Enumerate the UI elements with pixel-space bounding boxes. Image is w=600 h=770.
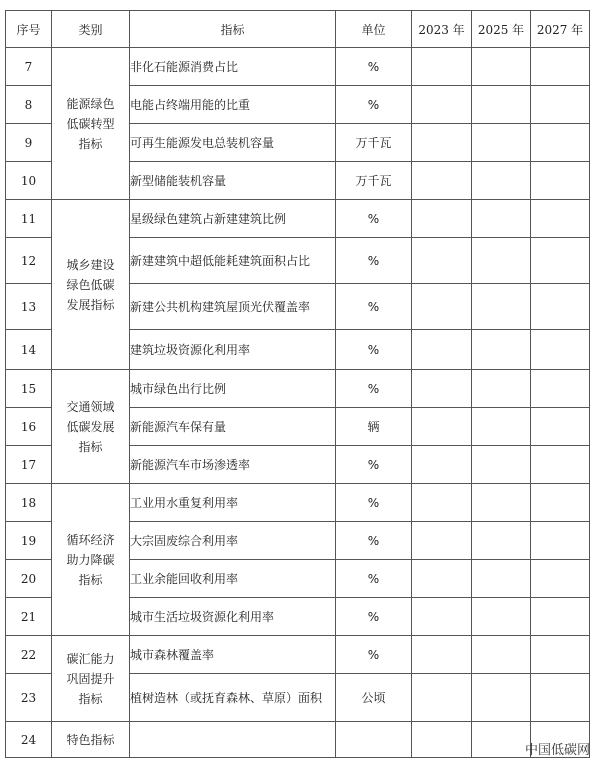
table-row bbox=[6, 722, 590, 758]
value-2023 bbox=[412, 598, 472, 636]
indicator-cell: 星级绿色建筑占新建建筑比例 bbox=[130, 200, 336, 238]
indicator-cell: 植树造林（或抚育森林、草原）面积 bbox=[130, 674, 336, 722]
value-2023 bbox=[412, 722, 472, 758]
indicator-cell: 工业用水重复利用率 bbox=[130, 484, 336, 522]
row-number: 23 bbox=[6, 674, 52, 722]
category-label: 城乡建设绿色低碳发展指标 bbox=[66, 257, 115, 312]
value-2023 bbox=[412, 162, 472, 200]
unit-cell: 万千瓦 bbox=[336, 162, 412, 200]
value-2023 bbox=[412, 284, 472, 330]
category-label: 碳汇能力巩固提升指标 bbox=[66, 651, 115, 706]
unit-cell: 万千瓦 bbox=[336, 124, 412, 162]
unit-cell: % bbox=[336, 484, 412, 522]
value-2023 bbox=[412, 484, 472, 522]
unit-cell: % bbox=[336, 200, 412, 238]
value-2027 bbox=[531, 330, 590, 370]
value-2025 bbox=[472, 330, 531, 370]
value-2025 bbox=[472, 598, 531, 636]
value-2025 bbox=[472, 124, 531, 162]
category-label: 能源绿色低碳转型指标 bbox=[66, 96, 115, 151]
value-2025 bbox=[472, 446, 531, 484]
unit-cell: % bbox=[336, 48, 412, 86]
table-row bbox=[6, 48, 590, 86]
value-2025 bbox=[472, 48, 531, 86]
indicator-table bbox=[5, 10, 590, 758]
header-year-2025: 2025 年 bbox=[472, 11, 531, 48]
row-number: 16 bbox=[6, 408, 52, 446]
row-number: 13 bbox=[6, 284, 52, 330]
table-row bbox=[6, 636, 590, 674]
value-2027 bbox=[531, 124, 590, 162]
value-2027 bbox=[531, 636, 590, 674]
row-number: 20 bbox=[6, 560, 52, 598]
indicator-cell: 大宗固废综合利用率 bbox=[130, 522, 336, 560]
value-2027 bbox=[531, 238, 590, 284]
value-2025 bbox=[472, 484, 531, 522]
row-number: 18 bbox=[6, 484, 52, 522]
value-2023 bbox=[412, 674, 472, 722]
category-label: 循环经济助力降碳指标 bbox=[66, 532, 115, 587]
indicator-cell: 工业余能回收利用率 bbox=[130, 560, 336, 598]
value-2027 bbox=[531, 284, 590, 330]
indicator-cell: 可再生能源发电总装机容量 bbox=[130, 124, 336, 162]
unit-cell: % bbox=[336, 330, 412, 370]
row-number: 15 bbox=[6, 370, 52, 408]
value-2025 bbox=[472, 722, 531, 758]
header-year-2023: 2023 年 bbox=[412, 11, 472, 48]
category-special: 特色指标 bbox=[52, 722, 130, 758]
value-2027 bbox=[531, 484, 590, 522]
row-number: 22 bbox=[6, 636, 52, 674]
indicator-cell: 新建公共机构建筑屋顶光伏覆盖率 bbox=[130, 284, 336, 330]
value-2027 bbox=[531, 560, 590, 598]
category-label: 交通领域低碳发展指标 bbox=[66, 399, 115, 454]
table-row bbox=[6, 484, 590, 522]
category-transport bbox=[52, 370, 130, 484]
indicator-cell: 城市生活垃圾资源化利用率 bbox=[130, 598, 336, 636]
value-2027 bbox=[531, 370, 590, 408]
value-2025 bbox=[472, 560, 531, 598]
value-2025 bbox=[472, 200, 531, 238]
unit-cell bbox=[336, 722, 412, 758]
category-circular bbox=[52, 484, 130, 636]
category-energy bbox=[52, 48, 130, 200]
value-2025 bbox=[472, 636, 531, 674]
header-unit: 单位 bbox=[336, 11, 412, 48]
row-number: 14 bbox=[6, 330, 52, 370]
row-number: 19 bbox=[6, 522, 52, 560]
watermark: 中国低碳网 bbox=[524, 743, 590, 758]
value-2025 bbox=[472, 162, 531, 200]
indicator-cell: 电能占终端用能的比重 bbox=[130, 86, 336, 124]
indicator-cell: 新能源汽车市场渗透率 bbox=[130, 446, 336, 484]
value-2025 bbox=[472, 86, 531, 124]
row-number: 11 bbox=[6, 200, 52, 238]
header-indicator: 指标 bbox=[130, 11, 336, 48]
value-2027 bbox=[531, 598, 590, 636]
indicator-cell: 新建建筑中超低能耗建筑面积占比 bbox=[130, 238, 336, 284]
value-2023 bbox=[412, 86, 472, 124]
row-number: 9 bbox=[6, 124, 52, 162]
indicator-cell: 建筑垃圾资源化利用率 bbox=[130, 330, 336, 370]
value-2027 bbox=[531, 200, 590, 238]
indicator-cell: 城市绿色出行比例 bbox=[130, 370, 336, 408]
unit-cell: % bbox=[336, 598, 412, 636]
unit-cell: 公顷 bbox=[336, 674, 412, 722]
value-2027 bbox=[531, 86, 590, 124]
value-2023 bbox=[412, 124, 472, 162]
category-sink bbox=[52, 636, 130, 722]
row-number: 10 bbox=[6, 162, 52, 200]
value-2025 bbox=[472, 522, 531, 560]
value-2025 bbox=[472, 408, 531, 446]
row-number: 24 bbox=[6, 722, 52, 758]
header-category: 类别 bbox=[52, 11, 130, 48]
unit-cell: % bbox=[336, 370, 412, 408]
unit-cell: % bbox=[336, 238, 412, 284]
row-number: 21 bbox=[6, 598, 52, 636]
row-number: 8 bbox=[6, 86, 52, 124]
value-2023 bbox=[412, 636, 472, 674]
unit-cell: % bbox=[336, 522, 412, 560]
value-2027 bbox=[531, 522, 590, 560]
value-2027 bbox=[531, 162, 590, 200]
indicator-cell: 城市森林覆盖率 bbox=[130, 636, 336, 674]
value-2027 bbox=[531, 446, 590, 484]
row-number: 17 bbox=[6, 446, 52, 484]
value-2023 bbox=[412, 330, 472, 370]
unit-cell: % bbox=[336, 284, 412, 330]
row-number: 7 bbox=[6, 48, 52, 86]
unit-cell: % bbox=[336, 636, 412, 674]
value-2023 bbox=[412, 48, 472, 86]
category-urban bbox=[52, 200, 130, 370]
header-seq: 序号 bbox=[6, 11, 52, 48]
value-2023 bbox=[412, 522, 472, 560]
table-row bbox=[6, 370, 590, 408]
unit-cell: 辆 bbox=[336, 408, 412, 446]
indicator-cell bbox=[130, 722, 336, 758]
value-2025 bbox=[472, 674, 531, 722]
value-2027 bbox=[531, 48, 590, 86]
value-2025 bbox=[472, 238, 531, 284]
header-row bbox=[6, 11, 590, 48]
value-2023 bbox=[412, 370, 472, 408]
row-number: 12 bbox=[6, 238, 52, 284]
value-2025 bbox=[472, 370, 531, 408]
value-2027 bbox=[531, 408, 590, 446]
header-year-2027: 2027 年 bbox=[531, 11, 590, 48]
value-2023 bbox=[412, 238, 472, 284]
indicator-cell: 新能源汽车保有量 bbox=[130, 408, 336, 446]
value-2025 bbox=[472, 284, 531, 330]
indicator-cell: 非化石能源消费占比 bbox=[130, 48, 336, 86]
value-2027 bbox=[531, 674, 590, 722]
unit-cell: % bbox=[336, 86, 412, 124]
value-2023 bbox=[412, 446, 472, 484]
value-2023 bbox=[412, 200, 472, 238]
unit-cell: % bbox=[336, 560, 412, 598]
indicator-cell: 新型储能装机容量 bbox=[130, 162, 336, 200]
table-row bbox=[6, 200, 590, 238]
value-2023 bbox=[412, 408, 472, 446]
value-2023 bbox=[412, 560, 472, 598]
unit-cell: % bbox=[336, 446, 412, 484]
